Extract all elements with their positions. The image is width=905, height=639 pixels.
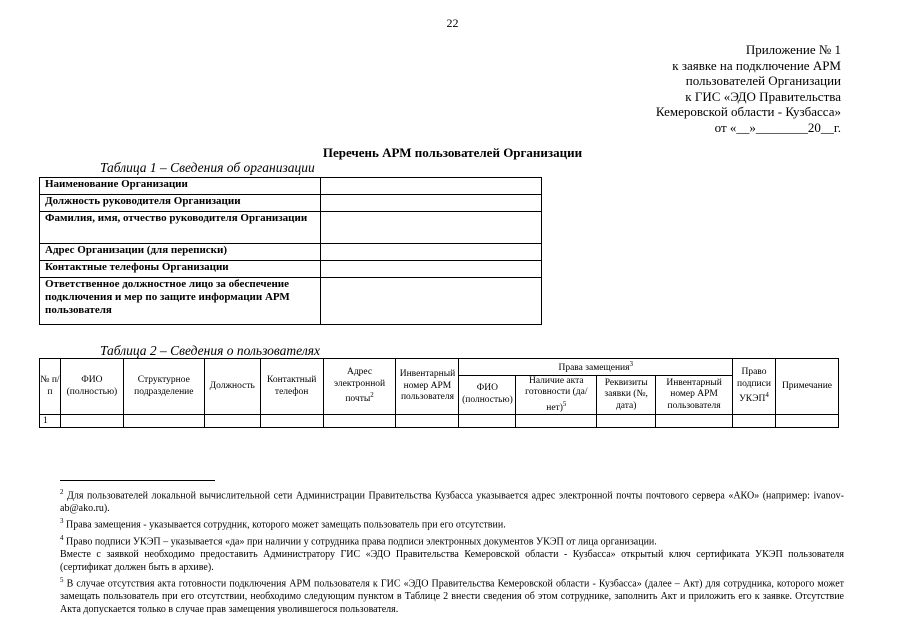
table-cell[interactable] xyxy=(204,415,260,428)
appendix-line: к заявке на подключение АРМ xyxy=(672,57,841,73)
organization-table xyxy=(39,177,542,325)
appendix-line: пользователей Организации xyxy=(685,73,841,88)
table-cell[interactable] xyxy=(775,415,838,428)
document-title: Перечень АРМ пользователей Организации xyxy=(322,145,583,160)
col-header-fio: ФИО (полностью) xyxy=(60,359,123,415)
org-field-value[interactable] xyxy=(321,244,542,261)
table-cell[interactable] xyxy=(516,415,597,428)
org-field-label: Контактные телефоны Организации xyxy=(40,261,321,278)
table-cell[interactable] xyxy=(123,415,204,428)
org-field-value[interactable] xyxy=(321,195,542,212)
footnote-4-continued: Вместе с заявкой необходимо предоставить Администратору ГИС «ЭДО Правительства Кемеровской области - Кузбасса» открытый ключ сертификата УКЭП пользователя (сертификат должен быть в архиве). xyxy=(60,548,844,573)
table-cell[interactable] xyxy=(396,415,459,428)
appendix-line: Кемеровской области - Кузбасса» xyxy=(655,104,841,119)
col-header-num: № п/п xyxy=(40,359,61,415)
table-cell[interactable] xyxy=(323,415,396,428)
col-header-position: Должность xyxy=(204,359,260,415)
org-field-label: Наименование Организации xyxy=(40,178,321,195)
page-number: 22 xyxy=(446,16,459,30)
org-field-label: Должность руководителя Организации xyxy=(40,195,321,212)
org-field-value[interactable] xyxy=(321,261,542,278)
col-header-email: Адрес электронной почты$^2$ xyxy=(323,359,396,415)
table2-caption: Таблица 2 – Сведения о пользователях xyxy=(100,343,320,358)
footnote-2: $^2$ Для пользователей локальной вычислительной сети Администрации Правительства Кузбасса указывается адрес электронной почты почтового сервера «АКО» (например: ivanov-ab@ako.ru). xyxy=(60,488,845,515)
users-table xyxy=(39,358,839,428)
appendix-line: Приложение № 1 xyxy=(745,42,841,57)
row-number: 1 xyxy=(40,415,61,428)
org-field-value[interactable] xyxy=(321,278,542,325)
table-cell[interactable] xyxy=(459,415,516,428)
table-cell[interactable] xyxy=(597,415,656,428)
col-header-phone: Контактный телефон xyxy=(260,359,323,415)
footnotes xyxy=(60,486,844,616)
appendix-line: от «__»________20__г. xyxy=(714,119,841,135)
col-header-sign-right: Право подписи УКЭП$^4$ xyxy=(733,359,776,415)
col-header-sub-request: Реквизиты заявки (№, дата) xyxy=(597,375,656,415)
col-header-sub-act: Наличие акта готовности $(да/нет)^5$ xyxy=(516,375,597,415)
col-header-inventory: Инвентарный номер АРМ пользователя xyxy=(396,359,459,415)
org-field-value[interactable] xyxy=(321,178,542,195)
col-header-sub-fio: ФИО (полностью) xyxy=(459,375,516,415)
appendix-header xyxy=(656,42,841,135)
org-field-label: Адрес Организации (для переписки) xyxy=(40,244,321,261)
appendix-line: к ГИС «ЭДО Правительства xyxy=(685,88,841,104)
table-cell[interactable] xyxy=(260,415,323,428)
table-cell[interactable] xyxy=(733,415,776,428)
footnote-5: $^5$ В случае отсутствия акта готовности подключения АРМ пользователя к ГИС «ЭДО Правительства Кемеровской области - Кузбасса» (далее – Акт) для сотрудника, которого может замещать пользователь при его отсутствии, необходимо следующим пунктом в Таблице 2 внести сведения об этом сотруднике, заполнить Акт и приложить его к заявке. Отсутствие Акта допускается только в случае прав замещения уволившегося пользователя. xyxy=(60,575,845,616)
col-header-note: Примечание xyxy=(775,359,838,415)
table-cell[interactable] xyxy=(60,415,123,428)
col-header-sub-inventory: Инвентарный номер АРМ пользователя xyxy=(656,375,733,415)
footnote-3: $^3$ Права замещения - указывается сотрудник, которого может замещать пользователь при его отсутствии. xyxy=(60,517,506,531)
col-header-rights-group: Права замещения$^3$ xyxy=(459,359,733,376)
org-field-label: Ответственное должностное лицо за обеспечение подключения и мер по защите информации АРМ пользователя xyxy=(40,278,321,325)
footnote-separator xyxy=(60,480,215,481)
footnote-4: $^4$ Право подписи УКЭП – указывается «да» при наличии у сотрудника права подписи электронных документов УКЭП от лица организации. xyxy=(60,533,657,547)
org-field-label: Фамилия, имя, отчество руководителя Организации xyxy=(40,212,321,244)
table-cell[interactable] xyxy=(656,415,733,428)
table1-caption: Таблица 1 – Сведения об организации xyxy=(100,160,315,175)
org-field-value[interactable] xyxy=(321,212,542,244)
col-header-division: Структурное подразделение xyxy=(123,359,204,415)
